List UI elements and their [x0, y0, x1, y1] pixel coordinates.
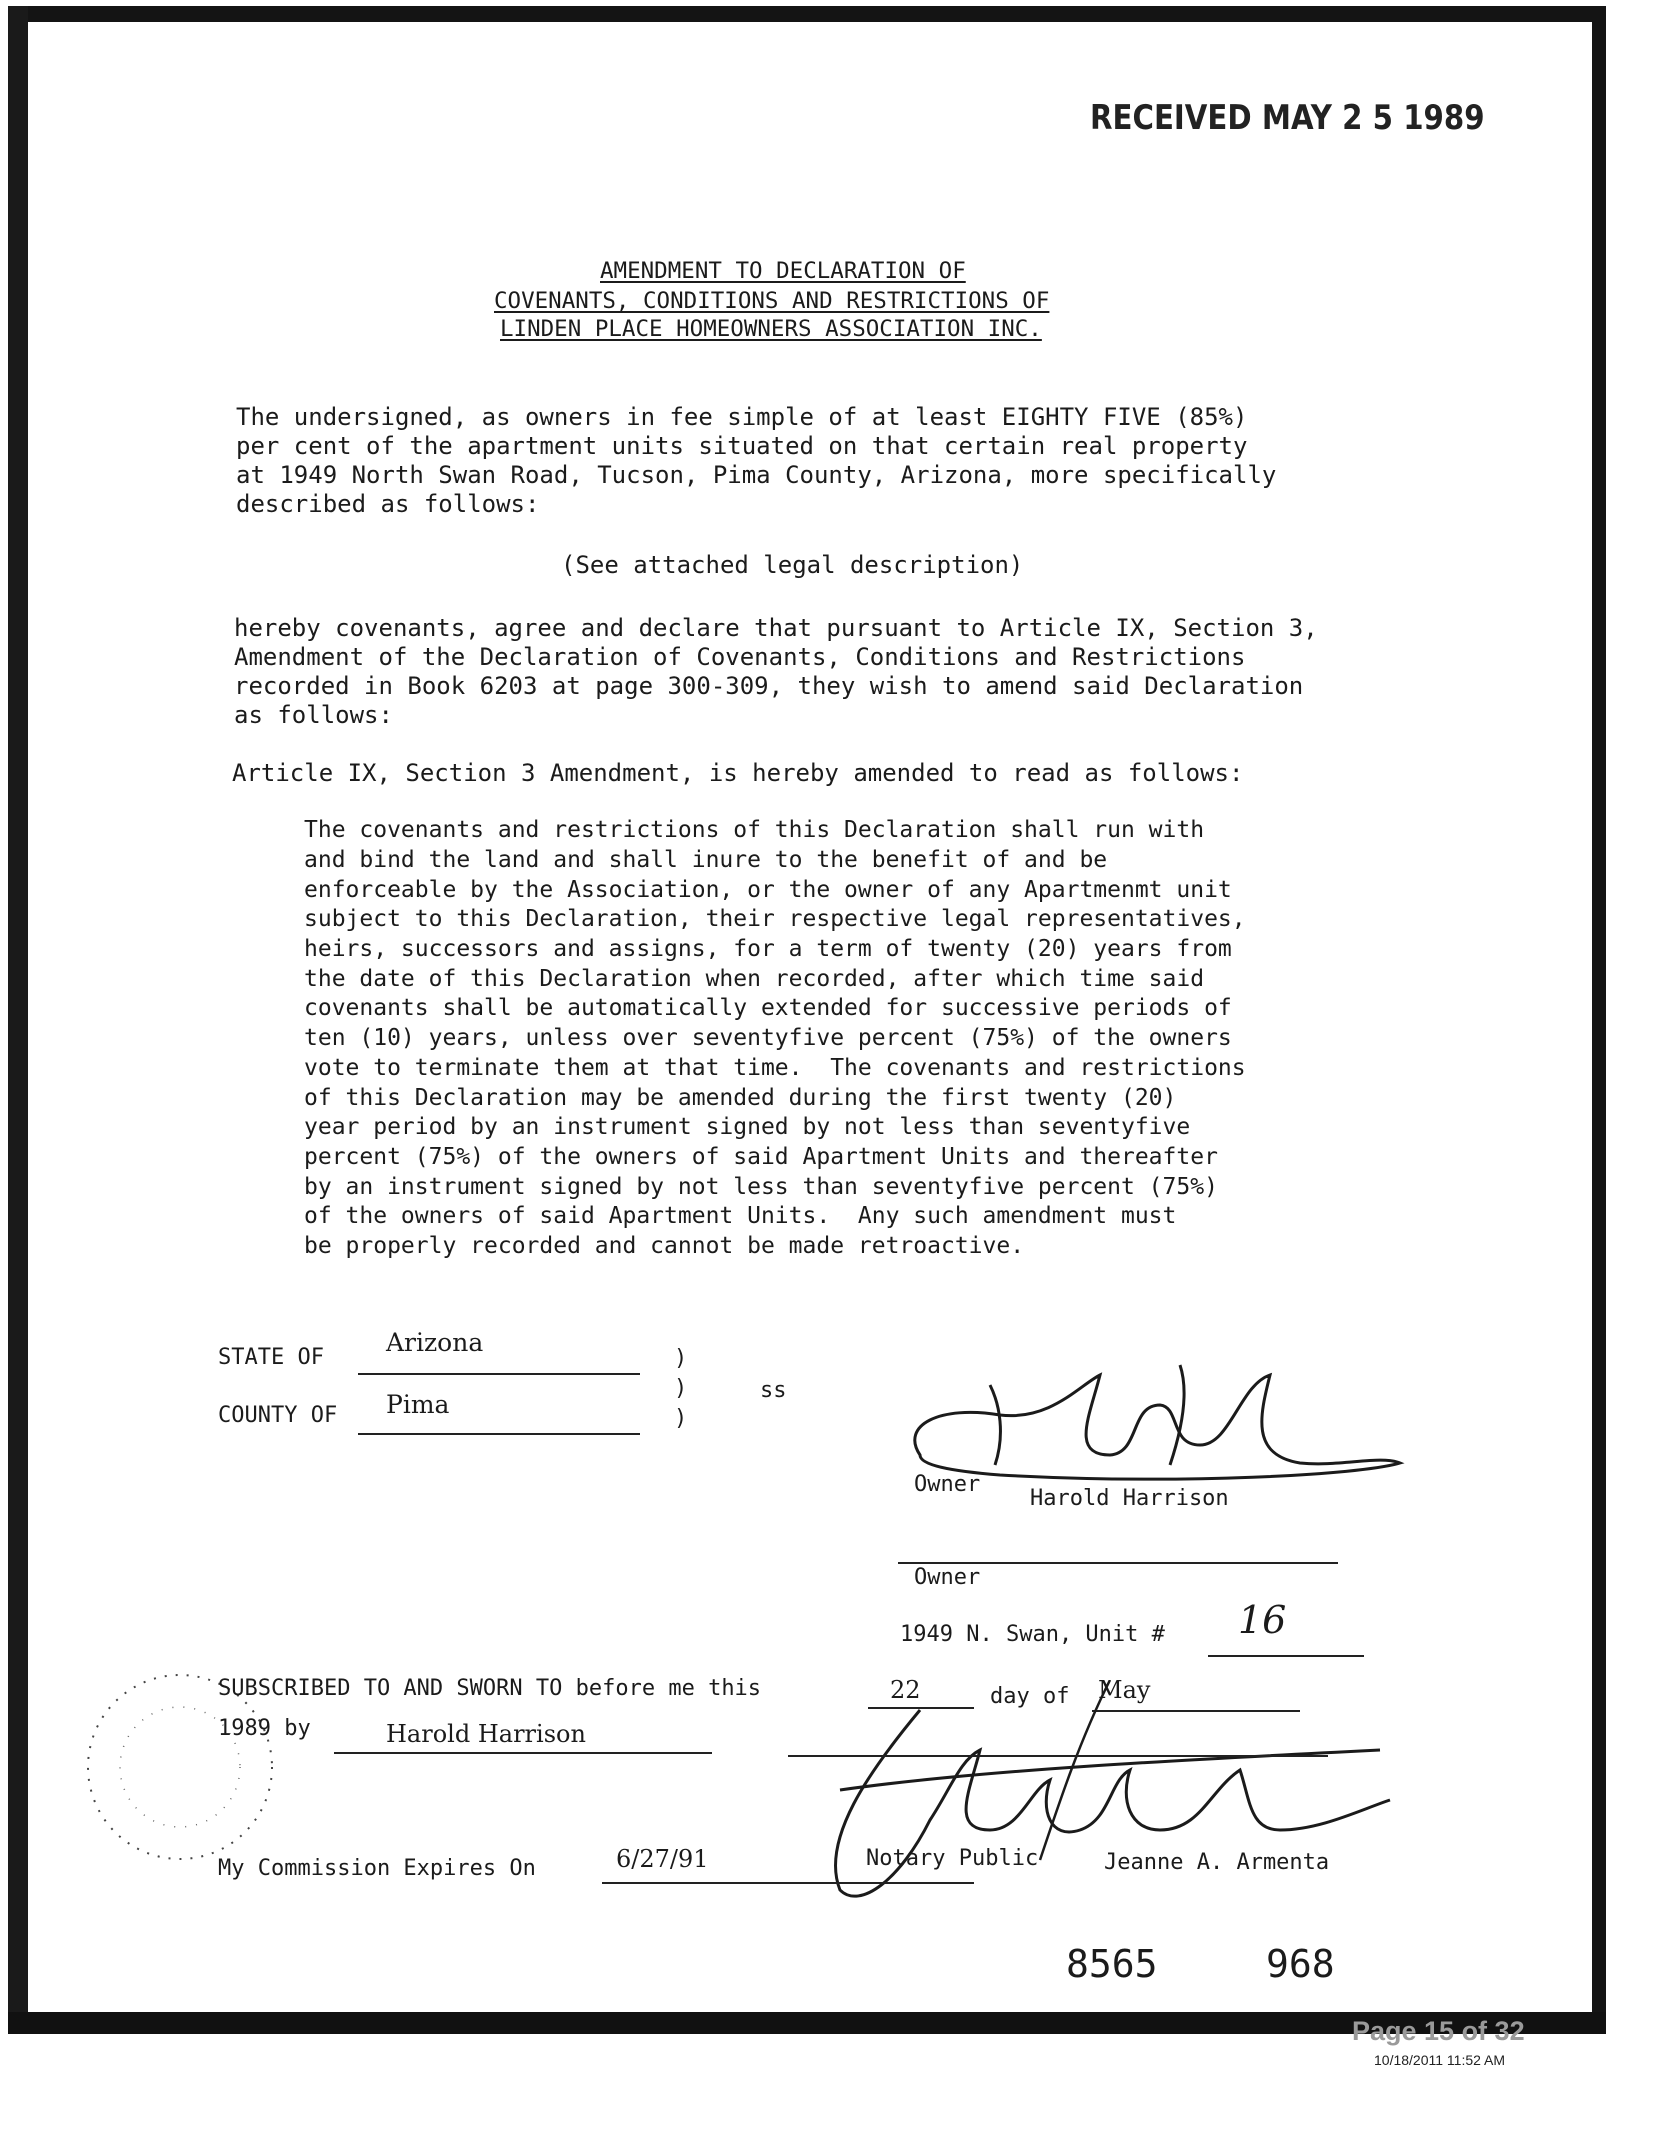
- amendment-line: enforceable by the Association, or the owner of any Apartmenmt unit: [304, 877, 1232, 903]
- covenant-line-4: as follows:: [234, 701, 393, 729]
- day-value: 22: [890, 1676, 921, 1704]
- owner-2-line: [898, 1562, 1338, 1564]
- title-line-3: LINDEN PLACE HOMEOWNERS ASSOCIATION INC.: [500, 316, 1042, 342]
- covenant-line-1: hereby covenants, agree and declare that pursuant to Article IX, Section 3,: [234, 614, 1318, 642]
- intro-line-1: The undersigned, as owners in fee simple of at least EIGHTY FIVE (85%): [236, 403, 1248, 431]
- footer-timestamp: 10/18/2011 11:52 AM: [1374, 2052, 1506, 2068]
- amendment-line: percent (75%) of the owners of said Apartment Units and thereafter: [304, 1144, 1218, 1170]
- owner-label-2: Owner: [914, 1565, 981, 1590]
- footer-page-number: Page 15 of 32: [1352, 2016, 1525, 2046]
- see-attached-note: (See attached legal description): [561, 551, 1024, 579]
- county-label: COUNTY OF: [218, 1403, 338, 1428]
- article-heading: Article IX, Section 3 Amendment, is hereby amended to read as follows:: [232, 759, 1244, 787]
- title-line-2: COVENANTS, CONDITIONS AND RESTRICTIONS OF: [494, 288, 1050, 314]
- amendment-line: be properly recorded and cannot be made retroactive.: [304, 1233, 1025, 1259]
- commission-label: My Commission Expires On: [218, 1856, 536, 1881]
- commission-underline: [602, 1882, 974, 1884]
- county-value: Pima: [386, 1390, 450, 1419]
- unit-underline: [1208, 1655, 1364, 1657]
- amendment-line: ten (10) years, unless over seventyfive percent (75%) of the owners: [304, 1025, 1232, 1051]
- amendment-line: of this Declaration may be amended during the first twenty (20): [304, 1085, 1177, 1111]
- amendment-line: year period by an instrument signed by not less than seventyfive: [304, 1114, 1191, 1140]
- state-underline: [358, 1373, 640, 1375]
- covenant-line-2: Amendment of the Declaration of Covenants, Conditions and Restrictions: [234, 643, 1246, 671]
- notary-sign-line: [788, 1755, 1328, 1757]
- unit-number: 16: [1238, 1598, 1287, 1642]
- state-label: STATE OF: [218, 1345, 324, 1370]
- bracket-1: ): [674, 1346, 688, 1371]
- received-stamp: RECEIVED MAY 2 5 1989: [1090, 98, 1485, 138]
- amendment-line: heirs, successors and assigns, for a term of twenty (20) years from: [304, 936, 1232, 962]
- notary-public-label: Notary Public: [866, 1846, 1039, 1871]
- ss-abbrev: ss: [760, 1378, 787, 1403]
- scan-border-top: [8, 6, 1604, 22]
- amendment-line: The covenants and restrictions of this Declaration shall run with: [304, 817, 1205, 843]
- covenant-line-3: recorded in Book 6203 at page 300-309, they wish to amend said Declaration: [234, 672, 1304, 700]
- scan-border-right: [1592, 6, 1606, 2026]
- amendment-line: covenants shall be automatically extended for successive periods of: [304, 995, 1232, 1021]
- commission-date: 6/27/91: [616, 1845, 709, 1873]
- doc-number-right: 968: [1266, 1942, 1335, 1986]
- amendment-line: subject to this Declaration, their respective legal representatives,: [304, 906, 1246, 932]
- subscribed-text: SUBSCRIBED TO AND SWORN TO before me this: [218, 1676, 762, 1701]
- scan-border-left: [8, 6, 28, 2026]
- owner-label-1: Owner: [914, 1472, 981, 1497]
- title-line-1: AMENDMENT TO DECLARATION OF: [600, 258, 966, 284]
- doc-number-left: 8565: [1066, 1942, 1158, 1986]
- notary-signature: [780, 1680, 1400, 1910]
- notary-name: Jeanne A. Armenta: [1104, 1850, 1330, 1875]
- amendment-line: and bind the land and shall inure to the benefit of and be: [304, 847, 1108, 873]
- bracket-2: ): [674, 1376, 688, 1401]
- county-underline: [358, 1433, 640, 1435]
- intro-line-4: described as follows:: [236, 490, 540, 518]
- state-value: Arizona: [386, 1328, 484, 1357]
- owner-name: Harold Harrison: [1030, 1486, 1229, 1511]
- amendment-line: by an instrument signed by not less than seventyfive percent (75%): [304, 1174, 1218, 1200]
- amendment-line: vote to terminate them at that time. The covenants and restrictions: [304, 1055, 1246, 1081]
- day-of-label: day of: [990, 1684, 1070, 1709]
- amendment-line: of the owners of said Apartment Units. Any such amendment must: [304, 1203, 1177, 1229]
- unit-address-label: 1949 N. Swan, Unit #: [900, 1622, 1165, 1647]
- year-by-label: 1989 by: [218, 1716, 311, 1741]
- by-name: Harold Harrison: [386, 1720, 586, 1748]
- intro-line-3: at 1949 North Swan Road, Tucson, Pima County, Arizona, more specifically: [236, 461, 1277, 489]
- amendment-line: the date of this Declaration when recorded, after which time said: [304, 966, 1205, 992]
- by-underline: [334, 1752, 712, 1754]
- intro-line-2: per cent of the apartment units situated on that certain real property: [236, 432, 1248, 460]
- month-value: May: [1098, 1676, 1151, 1704]
- bracket-3: ): [674, 1406, 688, 1431]
